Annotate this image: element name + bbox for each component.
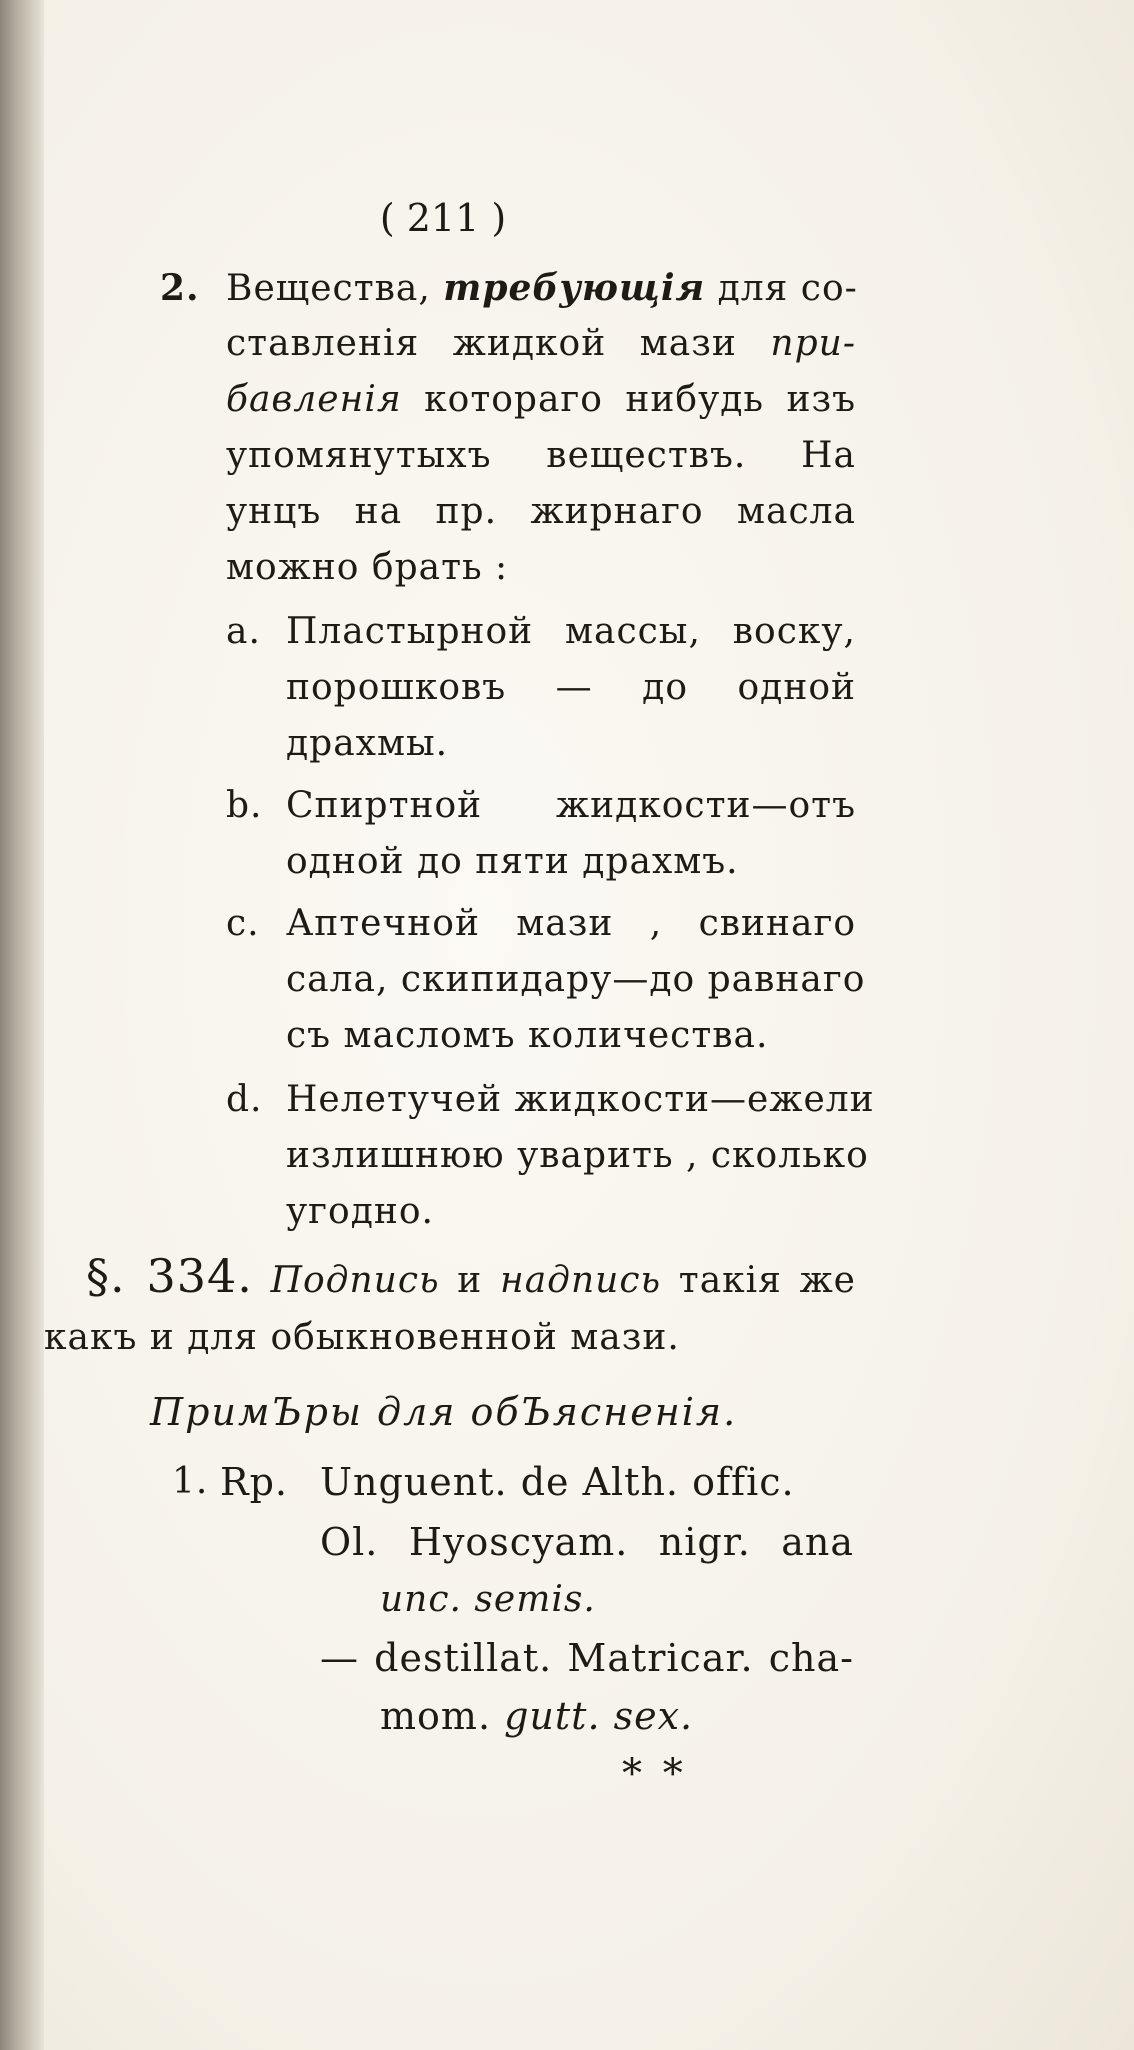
emphasis-term: gutt. sex.: [504, 1694, 694, 1738]
subitem-b-line-2: одной до пяти драхмъ.: [286, 841, 739, 882]
section-sign: §. 334.: [86, 1249, 253, 1303]
text-run: и: [439, 1260, 500, 1301]
subitem-c-line-3: съ масломъ количества.: [286, 1015, 769, 1056]
item-2-line-5: унцъ на пр. жирнаго масла: [226, 491, 856, 532]
item-2-line-3: [226, 378, 856, 422]
subitem-d-line-1: Нелетучей жидкости—ежели: [286, 1079, 875, 1120]
recipe-line-2: Ol. Hyoscyam. nigr. ana: [320, 1520, 854, 1564]
subitem-c-line-1: Аптечной мази , свинаго: [286, 903, 856, 944]
page-gutter-shadow: [0, 0, 44, 2050]
emphasis-term: Подпись: [270, 1260, 440, 1301]
text-run: Вещества,: [226, 268, 444, 309]
signature-mark: * *: [622, 1751, 687, 1797]
subitem-a-marker: a.: [226, 611, 261, 652]
subitem-a-line-3: драхмы.: [286, 723, 449, 764]
recipe-line-5: [380, 1694, 693, 1738]
item-2-line-2: [226, 322, 856, 366]
item-2-marker: 2.: [160, 267, 200, 309]
section-334-line-1: [86, 1249, 856, 1303]
subitem-a-line-1: Пластырной массы, воску,: [286, 611, 856, 652]
subitem-b-marker: b.: [226, 785, 263, 826]
text-run: для со-: [705, 268, 858, 309]
subitem-b-line-1: Спиртной жидкости—отъ: [286, 785, 856, 826]
emphasis-term: бавленія: [226, 379, 402, 420]
recipe-line-3: unc. semis.: [380, 1579, 596, 1620]
section-334-line-2: какъ и для обыкновенной мази.: [44, 1317, 680, 1358]
text-run: котораго нибудь изъ: [401, 379, 856, 420]
recipe-line-1: Unguent. de Alth. offic.: [320, 1460, 795, 1504]
subitem-c-line-2: сала, скипидару—до равнаго: [286, 959, 866, 1000]
subitem-d-line-2: излишнюю уварить , сколько: [286, 1135, 869, 1176]
subitem-c-marker: c.: [226, 903, 260, 944]
subitem-d-line-3: угодно.: [286, 1191, 434, 1232]
item-2-line-4: упомянутыхъ веществъ. На: [226, 435, 856, 476]
text-run: такія же: [661, 1260, 856, 1301]
recipe-rp: Rp.: [220, 1460, 289, 1504]
recipe-line-4: — destillat. Matricar. cha-: [320, 1636, 854, 1680]
text-run: mom.: [380, 1694, 505, 1738]
item-2-line-6: можно брать :: [226, 547, 509, 588]
subitem-a-line-2: порошковъ — до одной: [286, 667, 856, 708]
page-number: ( 211 ): [379, 196, 507, 240]
emphasis-term: при-: [770, 323, 856, 364]
recipe-number: 1.: [172, 1461, 209, 1502]
item-2-line-1: [226, 266, 856, 311]
text-run: ставленія жидкой мази: [226, 323, 771, 364]
emphasis-term: требующія: [443, 267, 706, 309]
examples-heading: ПримЪры для обЪясненія.: [150, 1390, 738, 1434]
emphasis-term: надпись: [499, 1260, 662, 1301]
subitem-d-marker: d.: [226, 1079, 263, 1120]
